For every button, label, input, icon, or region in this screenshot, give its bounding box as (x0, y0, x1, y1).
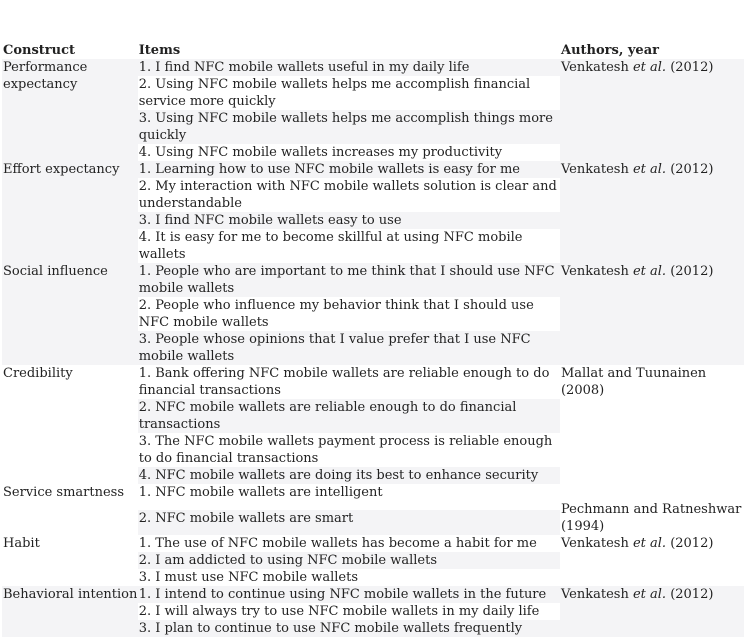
item-cell: 4. It is easy for me to become skillful at using NFC mobile wallets (138, 230, 523, 262)
item-cell: 1. The use of NFC mobile wallets has become a habit for me (138, 536, 537, 551)
table-body (2, 59, 744, 637)
table-row (2, 484, 744, 510)
author-etal: et al. (632, 587, 667, 602)
author-name: Venkatesh (560, 264, 633, 279)
item-cell: 3. I must use NFC mobile wallets (138, 570, 358, 585)
item-cell: 4. Using NFC mobile wallets increases my productivity (138, 145, 503, 160)
item-cell: 1. People who are important to me think that I should use NFC mobile wallets (138, 264, 555, 296)
item-cell: 2. NFC mobile wallets are reliable enough to do financial transactions (138, 400, 517, 432)
item-cell: 1. I find NFC mobile wallets useful in my daily life (138, 60, 470, 75)
table-row (2, 59, 744, 76)
author-cell (560, 586, 744, 637)
author-year: (2012) (666, 264, 714, 279)
author-cell (560, 535, 744, 586)
item-cell: 4. NFC mobile wallets are doing its best to enhance security (138, 468, 539, 483)
item-cell: 3. I plan to continue to use NFC mobile wallets frequently (138, 621, 523, 636)
item-cell: 2. People who influence my behavior think that I should use NFC mobile wallets (138, 298, 534, 330)
author-cell: Mallat and Tuunainen (2008) (560, 366, 707, 398)
author-cell: Pechmann and Ratneshwar (1994) (560, 502, 742, 534)
header-construct: Construct (3, 43, 76, 58)
author-year: (2012) (666, 60, 714, 75)
author-name: Venkatesh (560, 60, 633, 75)
author-etal: et al. (632, 162, 667, 177)
table-row (2, 263, 744, 297)
construct-cell: Service smartness (3, 485, 125, 500)
construct-cell: Behavioral intention (3, 587, 138, 602)
construct-cell: Social influence (3, 264, 108, 279)
item-cell: 1. I intend to continue using NFC mobile wallets in the future (138, 587, 547, 602)
author-name: Venkatesh (560, 587, 633, 602)
construct-cell: Habit (3, 536, 40, 551)
author-etal: et al. (632, 536, 667, 551)
construct-cell: Credibility (3, 366, 73, 381)
author-cell (560, 161, 744, 263)
author-year: (2012) (666, 162, 714, 177)
header-row (2, 42, 744, 59)
table-row (2, 161, 744, 178)
item-cell: 2. NFC mobile wallets are smart (138, 510, 354, 526)
item-cell: 2. Using NFC mobile wallets helps me accomplish financial service more quickly (138, 77, 531, 109)
author-name: Venkatesh (560, 536, 633, 551)
item-cell: 1. NFC mobile wallets are intelligent (138, 485, 383, 500)
header-authors-year: Authors, year (560, 43, 659, 58)
item-cell: 3. The NFC mobile wallets payment process is reliable enough to do financial transactions (138, 434, 553, 466)
item-cell: 2. I am addicted to using NFC mobile wallets (138, 553, 438, 568)
author-etal: et al. (632, 264, 667, 279)
author-year: (2012) (666, 536, 714, 551)
item-cell: 1. Learning how to use NFC mobile wallets is easy for me (138, 162, 520, 177)
construct-cell: Performance expectancy (3, 60, 88, 92)
table-row (2, 535, 744, 552)
item-cell: 2. I will always try to use NFC mobile wallets in my daily life (138, 604, 540, 619)
item-cell: 3. I find NFC mobile wallets easy to use (138, 213, 402, 228)
item-cell: 3. Using NFC mobile wallets helps me accomplish things more quickly (138, 111, 553, 143)
header-items: Items (138, 43, 181, 58)
item-cell: 3. People whose opinions that I value prefer that I use NFC mobile wallets (138, 332, 531, 364)
construct-cell: Effort expectancy (3, 162, 120, 177)
author-cell (560, 59, 744, 161)
author-name: Venkatesh (560, 162, 633, 177)
table-row (2, 586, 744, 603)
table-row (2, 365, 744, 399)
author-year: (2012) (666, 587, 714, 602)
measurement-items-table (2, 42, 744, 637)
item-cell: 2. My interaction with NFC mobile wallets solution is clear and understandable (138, 179, 557, 211)
item-cell: 1. Bank offering NFC mobile wallets are reliable enough to do financial transactions (138, 366, 550, 398)
author-cell (560, 263, 744, 365)
author-etal: et al. (632, 60, 667, 75)
